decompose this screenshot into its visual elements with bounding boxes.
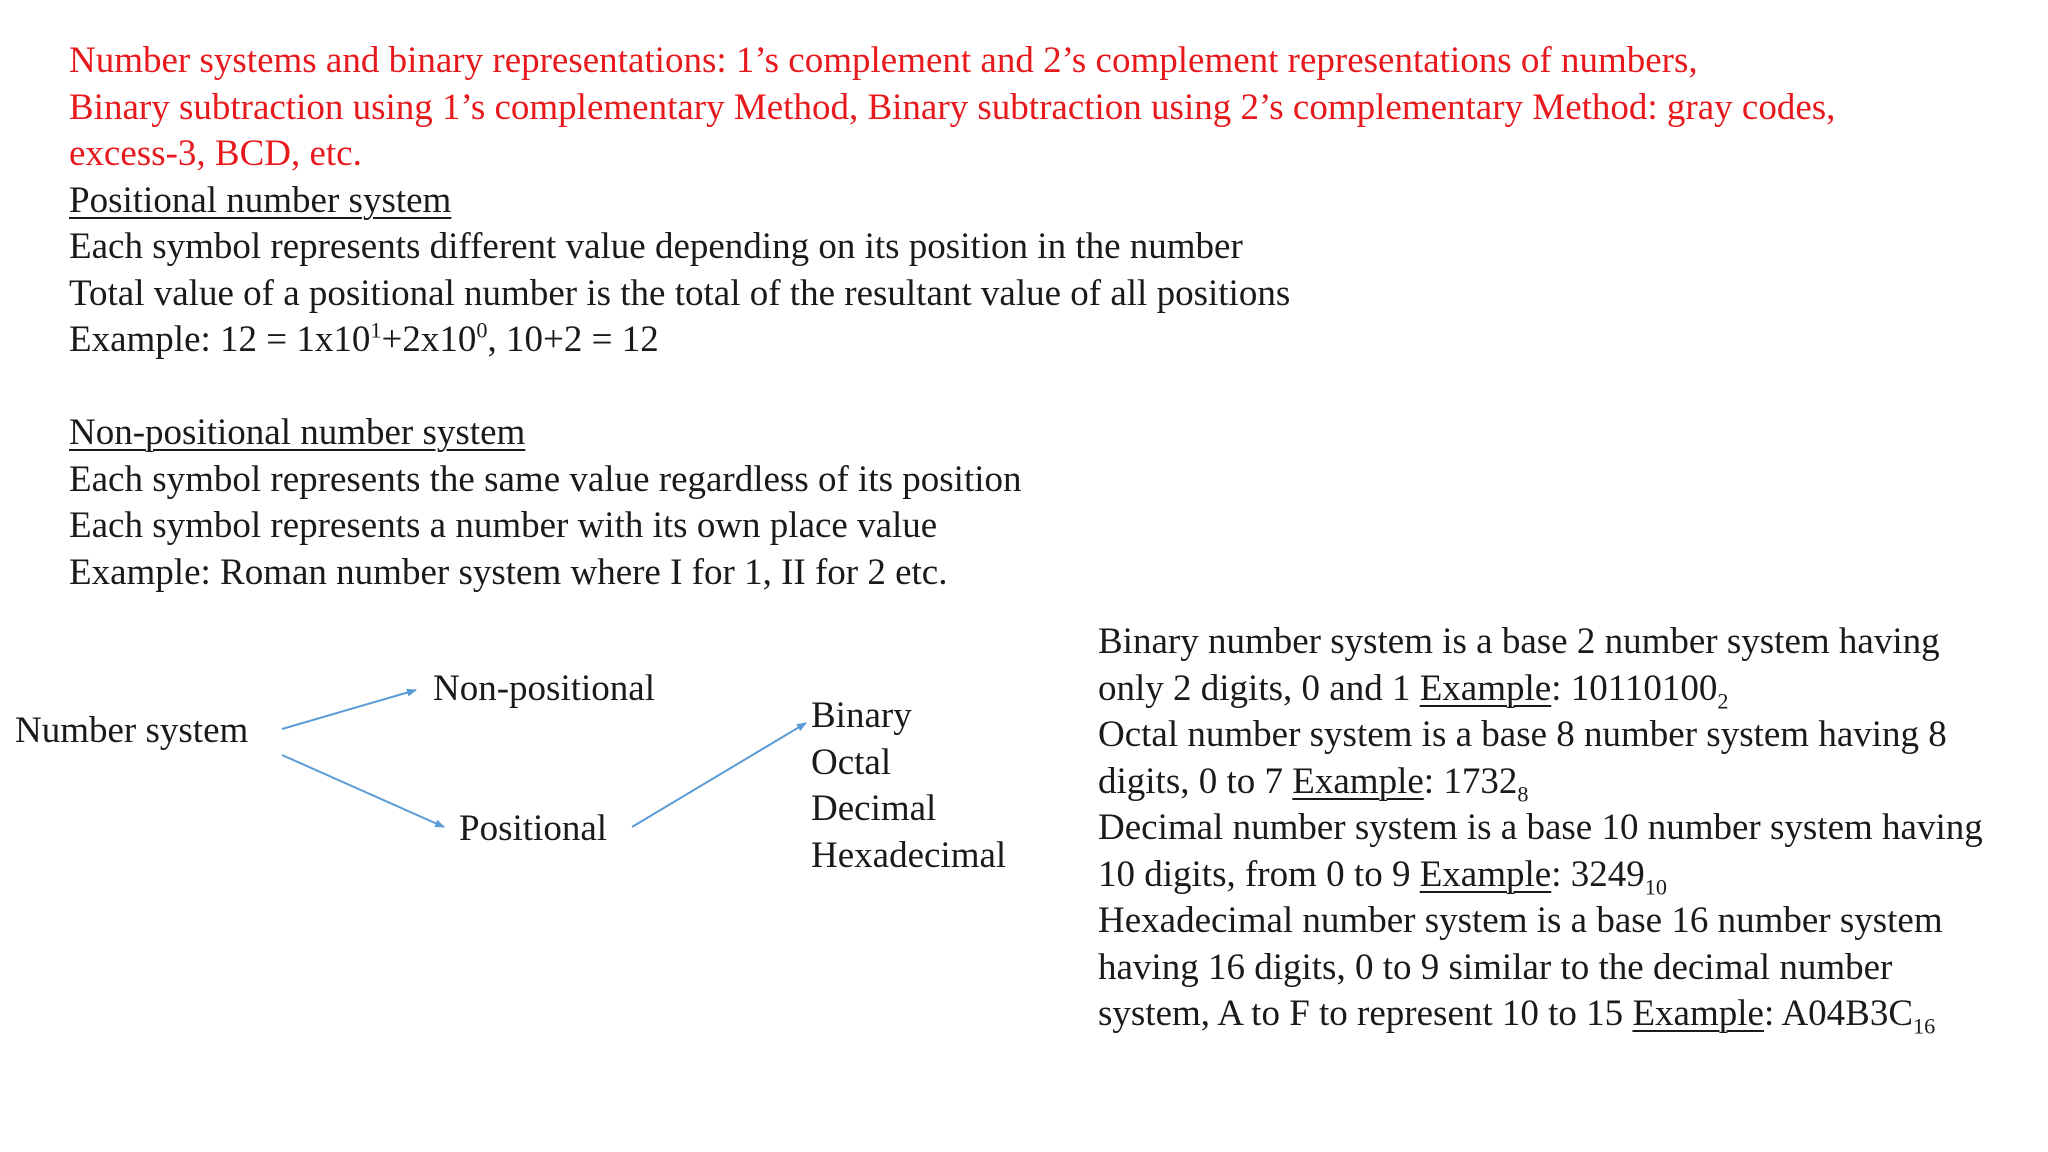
diagram-positional-label: Positional	[459, 808, 608, 849]
number-types-list	[811, 693, 1006, 879]
hex-desc-1: Hexadecimal number system is a base 16 number system	[1098, 900, 1943, 941]
hex-desc-2: having 16 digits, 0 to 9 similar to the decimal number	[1098, 946, 1893, 988]
type-hexadecimal: Hexadecimal	[811, 834, 1007, 876]
intro-line-3: excess-3, BCD, etc.	[69, 133, 362, 174]
type-binary: Binary	[811, 695, 912, 736]
diagram-non-positional-label: Non-positional	[433, 668, 655, 709]
octal-desc-2: digits, 0 to 7 Example: $1732_8$	[1098, 760, 1529, 806]
number-system-descriptions	[1098, 619, 2038, 1038]
type-octal: Octal	[811, 741, 892, 783]
binary-desc-2: only 2 digits, 0 and 1 Example: $10110100_2$	[1098, 667, 1729, 713]
decimal-desc-2: 10 digits, from 0 to 9 Example: $3249_{10}$	[1098, 853, 1667, 899]
positional-heading: Positional number system	[69, 179, 452, 221]
arrow-to-types	[632, 723, 806, 827]
positional-line-1: Each symbol represents different value depending on its position in the number	[69, 226, 1243, 267]
non-positional-heading: Non-positional number system	[69, 412, 526, 453]
non-positional-line-2: Each symbol represents a number with its own place value	[69, 505, 938, 546]
decimal-desc-1: Decimal number system is a base 10 number system having	[1098, 807, 1983, 848]
type-decimal: Decimal	[811, 788, 937, 829]
non-positional-line-1: Each symbol represents the same value regardless of its position	[69, 458, 1022, 500]
hex-desc-3: system, A to F to represent 10 to 15 Example: $A04B3C_{16}$	[1098, 993, 1936, 1039]
slide-text-block	[69, 38, 2029, 596]
positional-example: Example: $12 = 1x10^1+2x10^0$, 10+2 = 12	[69, 317, 659, 360]
non-positional-example: Example: Roman number system where I for 1, II for 2 etc.	[69, 551, 948, 593]
intro-line-1: Number systems and binary representations: 1’s complement and 2’s complement representations of numbers,	[69, 40, 1698, 81]
octal-desc-1: Octal number system is a base 8 number system having 8	[1098, 714, 1947, 755]
positional-line-2: Total value of a positional number is the total of the resultant value of all positions	[69, 272, 1291, 314]
arrow-to-positional	[282, 755, 444, 827]
diagram-root-label: Number system	[15, 710, 249, 751]
intro-line-2: Binary subtraction using 1’s complementary Method, Binary subtraction using 2’s complementary Method: gray codes,	[69, 86, 1836, 128]
arrow-to-non-positional	[282, 690, 416, 729]
binary-desc-1: Binary number system is a base 2 number system having	[1098, 621, 1940, 662]
